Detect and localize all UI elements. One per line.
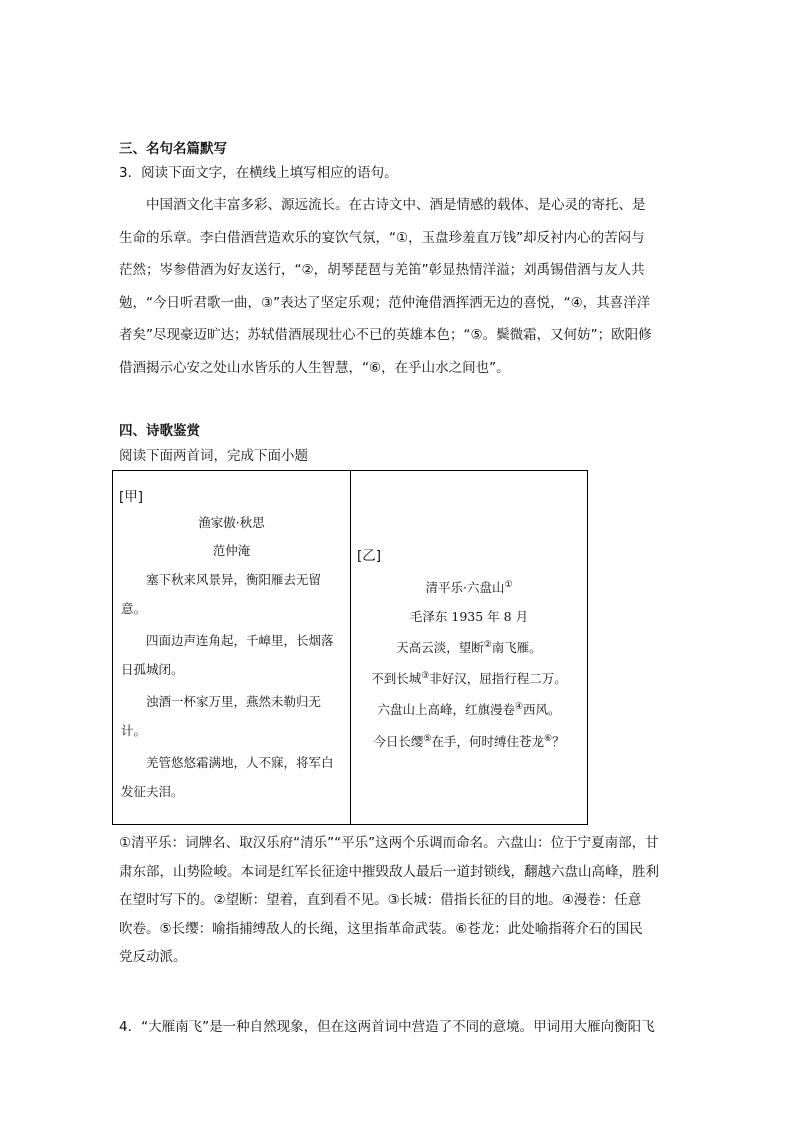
footnote-mark: ① [504, 580, 513, 590]
poem-b-cell [351, 471, 588, 825]
poem-b-line [351, 662, 587, 693]
passage-line: 借酒揭示心安之处山水皆乐的人生智慧，“⑥，在乎山水之间也”。 [119, 359, 510, 376]
footnote-mark: ② [483, 640, 492, 651]
poem-a-body [113, 565, 350, 806]
poem-b-title: 清平乐·六盘山 [425, 580, 505, 596]
poem-b-text: 天高云淡，望断 [396, 640, 484, 656]
poem-a-author: 范仲淹 [212, 543, 251, 558]
poem-b-text: 不到长城 [371, 671, 422, 687]
footnote-line: 吹卷。⑤长缨：喻指捕缚敌人的长绳，这里指革命武装。⑥苍龙：此处喻指蒋介石的国民 [119, 920, 643, 937]
passage-line: 生命的乐章。李白借酒营造欢乐的宴饮气氛，“①，玉盘珍羞直万钱”却反衬内心的苦闷与 [119, 229, 645, 246]
footnotes [119, 829, 676, 972]
poem-b-text: 非好汉，屈指行程二万。 [429, 671, 567, 687]
footnote-line: 肃东部，山势险峻。本词是红军长征途中摧毁敌人最后一道封锁线，翻越六盘山高峰，胜利 [119, 863, 659, 880]
footnote-line: 在望时写下的。②望断：望着，直到看不见。③长城：借指长征的目的地。④漫卷：任意 [119, 892, 642, 908]
poem-b-line [351, 725, 587, 756]
poem-a-stanza: 塞下秋来风景异，衡阳雁去无留意。 [121, 572, 322, 616]
question-3: 3．阅读下面文字，在横线上填写相应的语句。 [119, 165, 398, 181]
poem-b-text: 南飞雁。 [491, 640, 542, 656]
passage-line: 中国酒文化丰富多彩、源远流长。在古诗文中、酒是情感的载体、是心灵的寄托、是 [146, 197, 646, 213]
question-4: 4．“大雁南飞”是一种自然现象，但在这两首词中营造了不同的意境。甲词用大雁向衡阳飞 [119, 1019, 655, 1035]
poem-b-tag: [乙] [357, 548, 382, 564]
poem-b-line [351, 631, 587, 662]
poem-a-title: 渔家傲·秋思 [198, 515, 265, 530]
poem-b-date: 毛泽东 1935 年 8 月 [409, 609, 529, 625]
passage-line: 茫然；岑参借酒为好友送行，“②，胡琴琵琶与羌笛”彰显热情洋溢；刘禹锡借酒与友人共 [119, 262, 645, 278]
footnote-mark: ④ [514, 702, 524, 713]
footnote-mark: ⑤ [423, 733, 432, 744]
poem-b-text: 六盘山上高峰，红旗漫卷 [377, 702, 515, 718]
poem-a-cell [113, 471, 351, 825]
poem-a-stanza: 羌管悠悠霜满地，人不寐，将军白发征夫泪。 [121, 755, 334, 799]
poem-b-line [351, 693, 587, 724]
poem-b-text: 西风。 [523, 702, 561, 718]
poem-b-text: 在手，何时缚住苍龙 [431, 733, 544, 749]
footnote-line: ①清平乐：词牌名、取汉乐府“清乐”“平乐”这两个乐调而命名。六盘山：位于宁夏南部，甘 [119, 835, 659, 851]
poem-b-title-line [351, 571, 587, 602]
section3-heading: 三、名句名篇默写 [119, 141, 227, 157]
poem-a-stanza: 四面边声连角起，千嶂里，长烟落日孤城闭。 [121, 633, 334, 677]
passage-line: 勉，“今日听君歌一曲，③”表达了坚定乐观；范仲淹借酒挥洒无边的喜悦，“④，其喜洋洋 [119, 294, 651, 311]
section3-passage [119, 189, 676, 384]
footnote-line: 党反动派。 [119, 949, 187, 965]
poem-b-body [351, 631, 587, 756]
section4-instruction: 阅读下面两首词，完成下面小题 [119, 448, 308, 464]
poem-a-tag: [甲] [119, 489, 144, 505]
footnote-mark: ③ [421, 671, 430, 682]
passage-line: 者矣”尽现豪迈旷达；苏轼借酒展现壮心不已的英雄本色；“⑤。鬓微霜，又何妨”；欧阳修 [119, 327, 652, 343]
poem-b-text: 今日长缨 [373, 733, 424, 749]
poems-table [112, 470, 588, 825]
poem-b-text: ？ [552, 733, 565, 749]
poem-a-stanza: 浊酒一杯家万里，燕然未勒归无计。 [121, 694, 322, 738]
footnote-mark: ⑥ [544, 733, 553, 744]
section4-heading: 四、诗歌鉴赏 [119, 423, 200, 439]
